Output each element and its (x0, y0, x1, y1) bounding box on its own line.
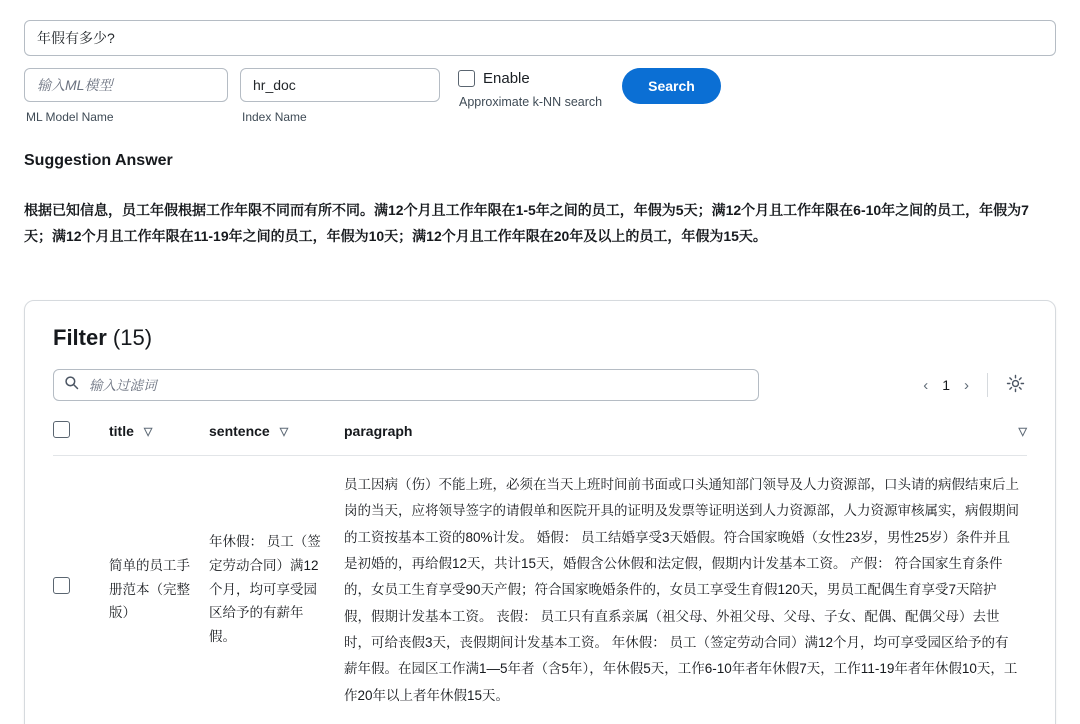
column-header-title[interactable] (109, 421, 209, 456)
filter-card (24, 300, 1056, 724)
filter-toolbar (53, 369, 1027, 401)
enable-knn-line[interactable] (458, 70, 602, 87)
next-page-icon[interactable]: › (964, 376, 969, 394)
pagination (923, 373, 1027, 397)
select-all-header (53, 421, 109, 456)
enable-knn-block (458, 68, 602, 109)
results-table-head (53, 421, 1027, 456)
query-row (24, 0, 1056, 56)
column-header-paragraph-label: paragraph (344, 423, 413, 439)
chevron-down-icon[interactable]: ▽ (279, 425, 289, 438)
query-input[interactable] (24, 20, 1056, 56)
filter-result-count: (15) (112, 325, 153, 350)
filter-title-label: Filter (53, 325, 107, 350)
search-icon (64, 375, 79, 395)
filter-search-input[interactable] (87, 377, 748, 394)
filter-search-box[interactable] (53, 369, 759, 401)
column-header-sentence-label: sentence (209, 423, 270, 439)
controls-row (24, 68, 1056, 124)
ml-model-input[interactable] (24, 68, 228, 102)
select-all-checkbox[interactable] (53, 421, 70, 438)
index-name-label: Index Name (242, 110, 307, 124)
chevron-down-icon[interactable]: ▽ (143, 425, 153, 438)
table-row[interactable] (53, 456, 1027, 723)
results-table (53, 421, 1027, 723)
gear-icon[interactable] (1006, 374, 1025, 396)
column-header-paragraph[interactable] (344, 421, 1027, 456)
index-name-field-block (240, 68, 440, 124)
enable-knn-checkbox[interactable] (458, 70, 475, 87)
cell-paragraph: 员工因病（伤）不能上班，必须在当天上班时间前书面或口头通知部门领导及人力资源部，口头请的病假结束后上岗的当天，应将领导签字的请假单和医院开具的证明及发票等证明送到人力资源部，人力资源审核属实，病假期间的工资按基本工资的80%计发。 婚假： 员工结婚享受3天婚假。符合国家晚婚（女性23岁，男性25岁）条件并且是初婚的，再给假12天，共计15天，婚假含公休假和法定假，假期内计发基本工资。 产假： 符合国家生育条件的，女员工生育享受90天产假；符合国家晚婚条件的，女员工享受生育假120天，男员工配偶生育享受7天陪护假，假期计发基本工资。 丧假： 员工只有直系亲属（祖父母、外祖父母、父母、子女、配偶、配偶父母）去世时，可给丧假3天，丧假期间计发基本工资。 年休假： 员工（签定劳动合同）满12个月，均可享受园区给予的有薪年假。在园区工作满1—5年者（含5年），年休假5天，工作6-10年者年休假7天，工作11-19年者年休假10天，工作20年以上者年休假15天。 (344, 477, 1019, 703)
pager-divider (987, 373, 988, 397)
suggestion-text: 根据已知信息，员工年假根据工作年限不同而有所不同。满12个月且工作年限在1-5年之间的员工，年假为5天；满12个月且工作年限在6-10年之间的员工，年假为7天；满12个月且工作年限在11-19年之间的员工，年假为10天；满12个月且工作年限在20年及以上的员工，年假为15天。 (24, 202, 1029, 244)
prev-page-icon[interactable]: ‹ (923, 376, 929, 394)
column-header-title-label: title (109, 423, 134, 439)
enable-knn-label: Enable (483, 70, 530, 87)
current-page-number[interactable]: 1 (942, 377, 950, 393)
search-button[interactable]: Search (622, 68, 721, 104)
ml-model-label: ML Model Name (26, 110, 114, 124)
chevron-down-icon[interactable]: ▽ (1018, 425, 1027, 438)
cell-title: 简单的员工手册范本（完整版） (109, 557, 190, 621)
column-header-sentence[interactable] (209, 421, 344, 456)
row-select-checkbox[interactable] (53, 577, 70, 594)
enable-knn-sublabel: Approximate k-NN search (459, 95, 603, 109)
table-header-row (53, 421, 1027, 456)
suggestion-heading: Suggestion Answer (24, 152, 173, 169)
index-name-input[interactable] (240, 68, 440, 102)
cell-sentence: 年休假： 员工（签定劳动合同）满12个月，均可享受园区给予的有薪年假。 (209, 534, 321, 644)
ml-model-field-block (24, 68, 228, 124)
row-select-cell (53, 456, 109, 723)
filter-title (53, 325, 1027, 351)
results-table-body (53, 456, 1027, 723)
